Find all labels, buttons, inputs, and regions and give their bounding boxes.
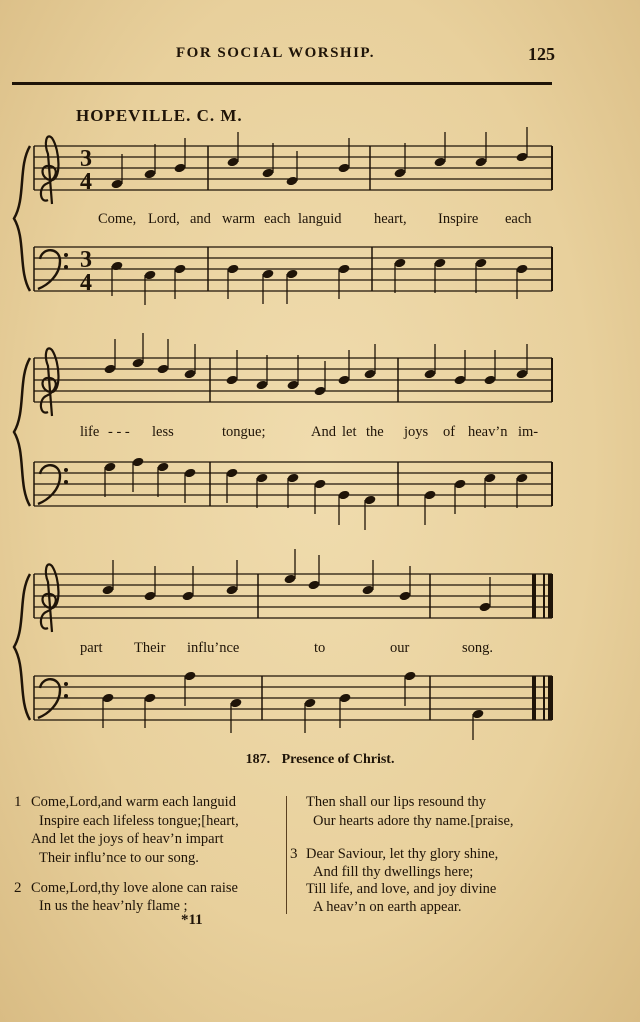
lyric-word: heart, (374, 211, 407, 227)
bass-clef-dot (64, 468, 68, 472)
hymn-title: Presence of Christ. (281, 752, 395, 767)
lyric-word: part (80, 640, 103, 656)
time-signature-bottom: 4 (80, 169, 92, 195)
lyric-word: influ’nce (187, 640, 240, 656)
page-number: 125 (528, 44, 555, 64)
lyric-word: Their (134, 640, 166, 656)
system-brace (14, 574, 30, 720)
time-signature-bottom: 4 (80, 270, 92, 296)
lyric-word: - - - (108, 424, 130, 440)
system-brace (14, 358, 30, 506)
hymn-number: 187. (245, 752, 271, 767)
lyric-word: each (264, 211, 291, 227)
final-bar-line (532, 574, 536, 618)
lyric-word: less (152, 424, 174, 440)
running-header: FOR SOCIAL WORSHIP. (176, 45, 375, 61)
bass-clef (38, 679, 60, 718)
verse-line: Inspire each lifeless tongue;[heart, (39, 813, 239, 829)
lyric-word: Inspire (438, 211, 479, 227)
verse-number: 1 (14, 794, 22, 810)
lyric-word: And (311, 424, 336, 440)
bass-clef-dot (64, 694, 68, 698)
verse-line: Come,Lord,thy love alone can raise (31, 880, 238, 896)
bass-clef (38, 465, 60, 504)
final-bar-line (548, 574, 553, 618)
lyric-word: let (342, 424, 357, 440)
time-signature-top: 3 (80, 247, 92, 273)
printer-signature: *11 (181, 912, 203, 928)
verse-number: 2 (14, 880, 22, 896)
bass-clef-dot (64, 253, 68, 257)
bass-clef-dot (64, 682, 68, 686)
verse-number: 3 (290, 846, 298, 862)
lyric-word: and (190, 211, 211, 227)
final-bar-line (548, 676, 553, 720)
lyric-word: tongue; (222, 424, 266, 440)
verse-line: A heav’n on earth appear. (313, 899, 462, 915)
lyric-word: of (443, 424, 456, 440)
verse-line: And fill thy dwellings here; (313, 864, 474, 880)
system-brace (14, 146, 30, 291)
column-divider (286, 796, 287, 914)
lyric-word: warm (222, 211, 256, 227)
lyric-word: Come, (98, 211, 137, 227)
lyric-word: heav’n (468, 424, 508, 440)
verse-line: Their influ’nce to our song. (39, 850, 199, 866)
time-signature-top: 3 (80, 146, 92, 172)
lyric-word: joys (404, 424, 429, 440)
bass-clef-dot (64, 265, 68, 269)
lyric-word: im- (518, 424, 539, 440)
lyric-word: Lord, (148, 211, 180, 227)
lyric-word: the (366, 424, 384, 440)
verse-line: Dear Saviour, let thy glory shine, (306, 846, 499, 862)
lyric-word: to (314, 640, 326, 656)
bass-clef-dot (64, 480, 68, 484)
lyric-word: song. (462, 640, 494, 656)
verse-line: Come,Lord,and warm each languid (31, 794, 236, 810)
lyric-word: each (505, 211, 532, 227)
final-bar-line (532, 676, 536, 720)
tune-title: HOPEVILLE. C. M. (76, 106, 243, 125)
bass-clef (38, 250, 60, 289)
score-time-signatures (80, 146, 92, 296)
verse-line: In us the heav’nly flame ; (39, 898, 188, 914)
hymn-heading (0, 752, 640, 768)
lyric-word: languid (298, 211, 342, 227)
lyric-word: our (390, 640, 410, 656)
lyric-word: life (80, 424, 100, 440)
verse-line: Till life, and love, and joy divine (306, 881, 497, 897)
verse-line: Then shall our lips resound thy (306, 794, 487, 810)
verse-line: And let the joys of heav’n impart (31, 831, 224, 847)
verse-line: Our hearts adore thy name.[praise, (313, 813, 514, 829)
